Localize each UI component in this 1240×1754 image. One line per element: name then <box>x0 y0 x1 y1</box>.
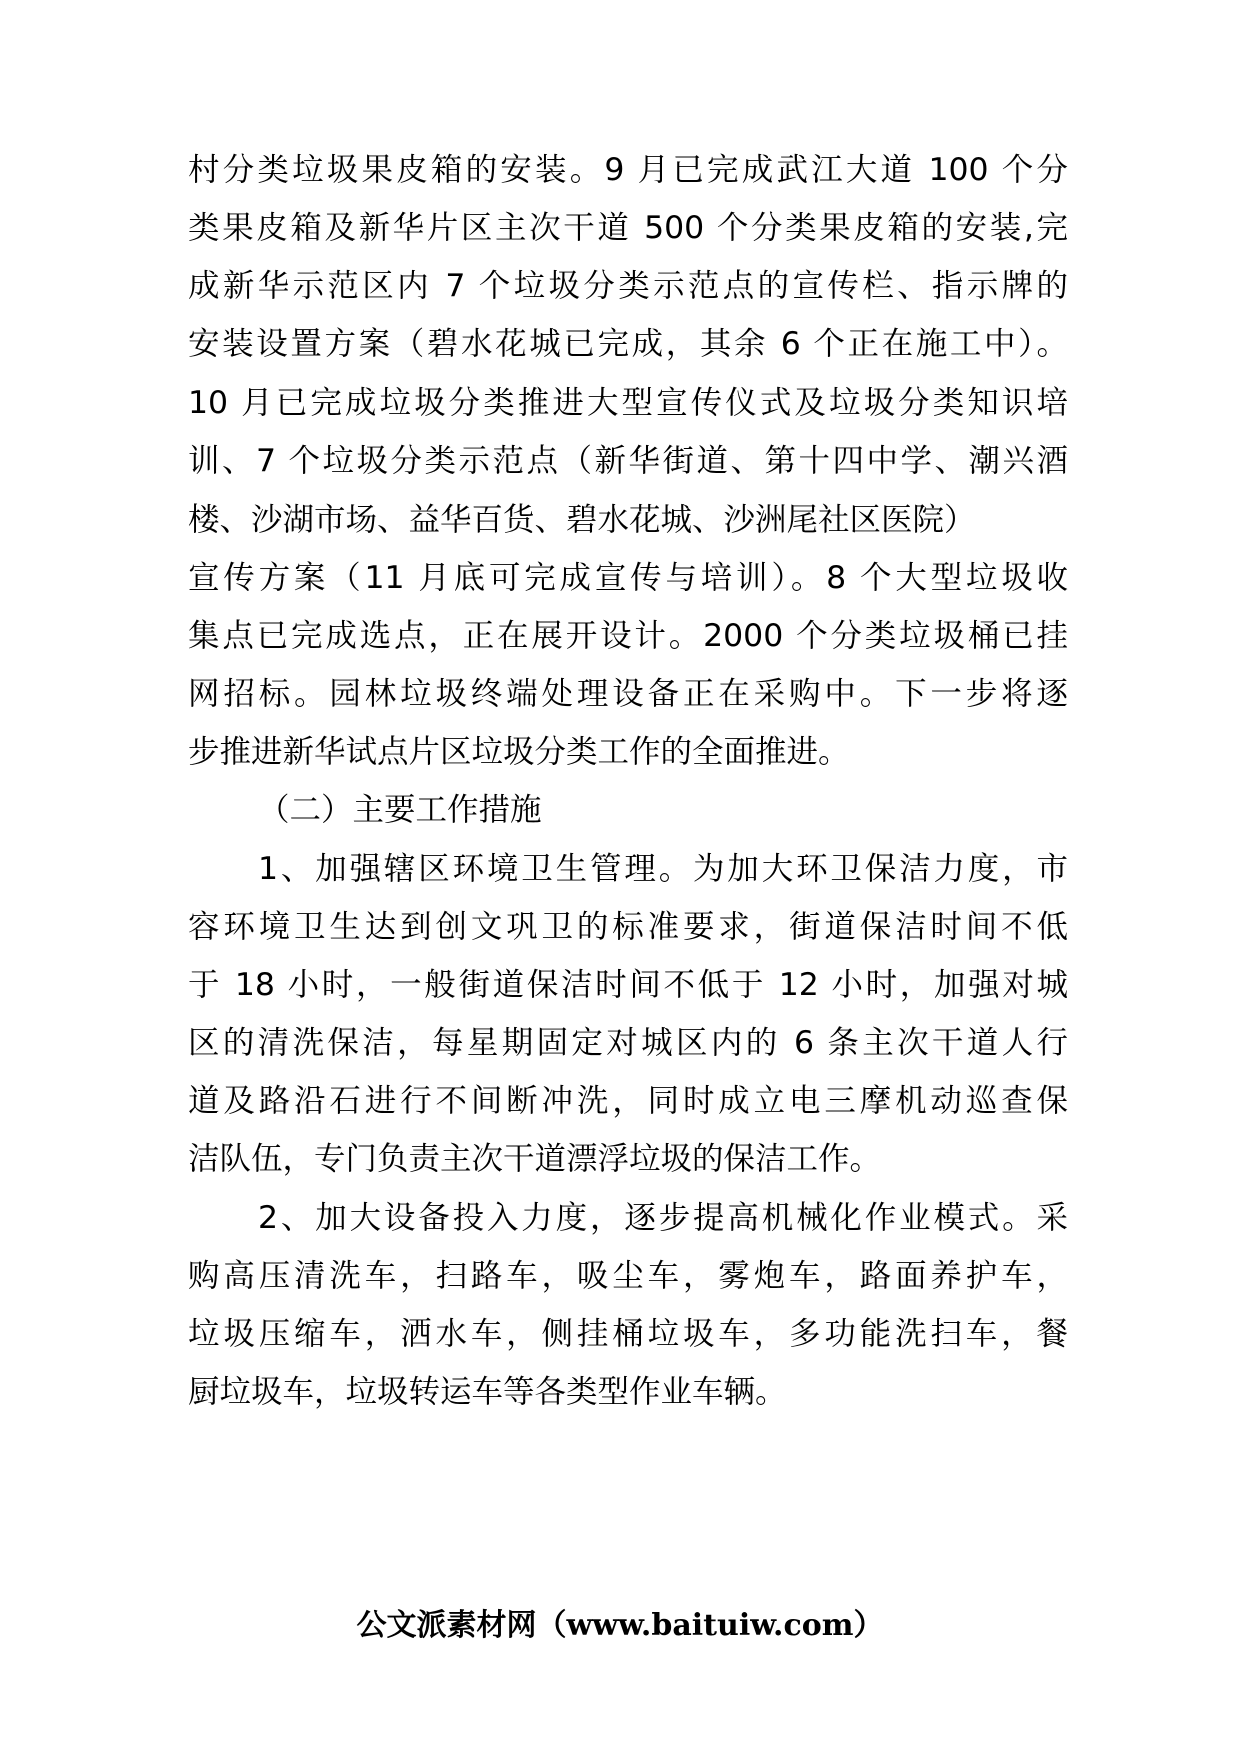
paragraph-line: 厨垃圾车，垃圾转运车等各类型作业车辆。 <box>188 1374 787 1410</box>
paragraph-line: 集点已完成选点，正在展开设计。2000 个分类垃圾桶已挂 <box>188 618 1068 654</box>
paragraph-line: 训、7 个垃圾分类示范点（新华街道、第十四中学、潮兴酒 <box>188 443 1068 479</box>
paragraph-line: 于 18 小时，一般街道保洁时间不低于 12 小时，加强对城 <box>188 967 1068 1003</box>
section-heading: （二）主要工作措施 <box>258 792 542 828</box>
paragraph-line: 网招标。园林垃圾终端处理设备正在采购中。下一步将逐 <box>188 676 1068 712</box>
paragraph-line: 楼、沙湖市场、益华百货、碧水花城、沙洲尾社区医院） <box>188 502 976 538</box>
paragraph-line: 2、加大设备投入力度，逐步提高机械化作业模式。采 <box>258 1200 1068 1236</box>
paragraph-line: 1、加强辖区环境卫生管理。为加大环卫保洁力度，市 <box>258 851 1068 887</box>
paragraph-line: 容环境卫生达到创文巩卫的标准要求，街道保洁时间不低 <box>188 909 1068 945</box>
paragraph-line: 宣传方案（11 月底可完成宣传与培训）。8 个大型垃圾收 <box>188 560 1068 596</box>
paragraph-line: 10 月已完成垃圾分类推进大型宣传仪式及垃圾分类知识培 <box>188 385 1068 421</box>
paragraph-line: 垃圾压缩车，洒水车，侧挂桶垃圾车，多功能洗扫车，餐 <box>188 1316 1068 1352</box>
footer-watermark: 公文派素材网（www.baituiw.com） <box>356 1608 884 1643</box>
paragraph-line: 洁队伍，专门负责主次干道漂浮垃圾的保洁工作。 <box>188 1141 882 1177</box>
paragraph-line: 村分类垃圾果皮箱的安装。9 月已完成武江大道 100 个分 <box>188 152 1068 188</box>
paragraph-line: 步推进新华试点片区垃圾分类工作的全面推进。 <box>188 734 850 770</box>
paragraph-line: 区的清洗保洁，每星期固定对城区内的 6 条主次干道人行 <box>188 1025 1068 1061</box>
paragraph-line: 安装设置方案（碧水花城已完成，其余 6 个正在施工中）。 <box>188 326 1068 362</box>
paragraph-line: 道及路沿石进行不间断冲洗，同时成立电三摩机动巡查保 <box>188 1083 1068 1119</box>
paragraph-line: 购高压清洗车，扫路车，吸尘车，雾炮车，路面养护车， <box>188 1258 1068 1294</box>
paragraph-line: 成新华示范区内 7 个垃圾分类示范点的宣传栏、指示牌的 <box>188 268 1068 304</box>
paragraph-line: 类果皮箱及新华片区主次干道 500 个分类果皮箱的安装,完 <box>188 210 1068 246</box>
